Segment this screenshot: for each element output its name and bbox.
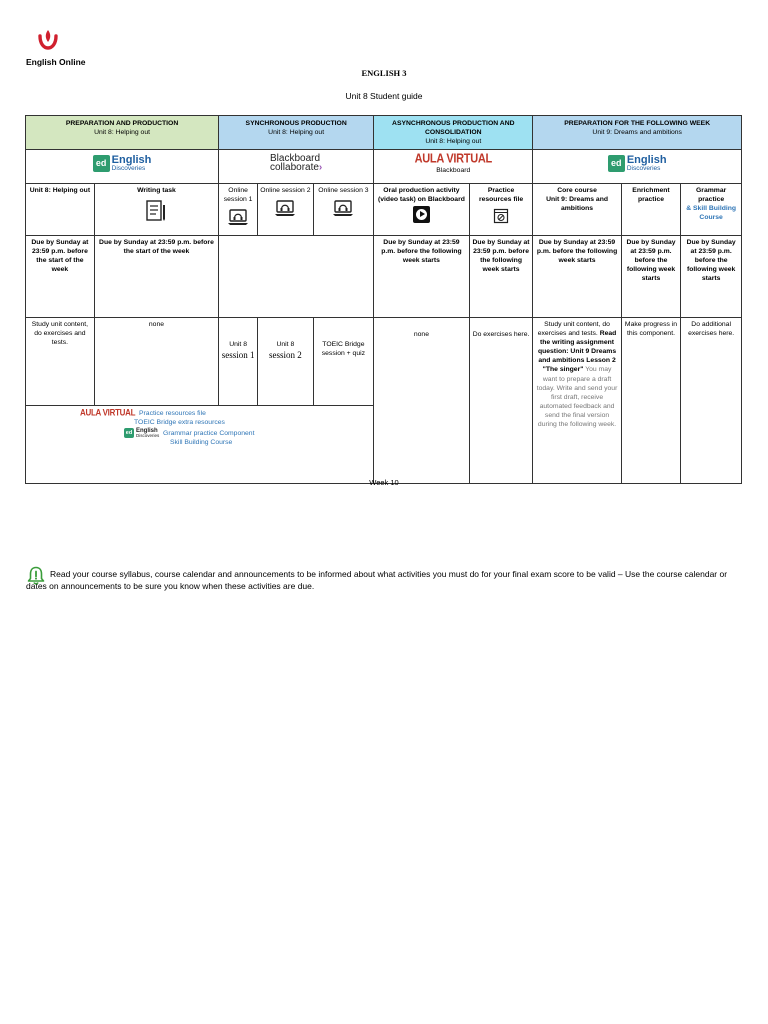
notice-text: Read your course syllabus, course calendar and announcements to be informed about what activities you must do for your final exam score to be valid – Use the course calendar or dates on announcements to be sure you know when these activities are due. <box>26 569 728 592</box>
section-title: SYNCHRONOUS PRODUCTION <box>245 120 347 127</box>
ed-tag: Discoveries <box>136 432 160 438</box>
laptop-headset-icon <box>227 208 249 226</box>
online-session-label: Online session 1 <box>223 186 253 203</box>
practice-resources-link[interactable]: Practice resources file <box>139 409 206 417</box>
section-unit: Unit 8: Helping out <box>268 129 325 137</box>
ed-name: English <box>136 427 158 434</box>
detail-session-3: TOEIC Bridge session + quiz <box>313 317 374 405</box>
activity-oral-production <box>374 183 470 235</box>
aula-virtual-logo[interactable] <box>374 149 533 183</box>
upc-logo-icon <box>36 28 60 50</box>
due-date-cell: Due by Sunday at 23:59 p.m. before the start of the week <box>94 235 218 317</box>
ed-logo-icon: ed <box>608 155 625 172</box>
activity-online-session-2 <box>258 183 313 235</box>
bb-line2: collaborate › <box>270 163 322 173</box>
bb-line1: Blackboard <box>270 152 321 164</box>
detail-enrichment: Make progress in this component. <box>621 317 681 483</box>
section-unit: Unit 8: Helping out <box>94 129 150 137</box>
session-name: session 1 <box>221 349 255 360</box>
week-label: Week 10 <box>369 478 399 487</box>
section-header-synchronous <box>219 116 374 150</box>
laptop-headset-icon <box>332 199 354 217</box>
details-row <box>26 317 742 405</box>
session-name: session 2 <box>268 349 302 360</box>
session-unit: Unit 8 <box>229 340 247 348</box>
ed-name: English <box>626 153 667 166</box>
due-date-cell: Due by Sunday at 23:59 p.m. before the following week starts <box>469 235 533 317</box>
platform-logo-row <box>26 149 742 183</box>
bell-alert-icon <box>26 566 46 586</box>
activity-row <box>26 183 742 235</box>
page-subtitle: Unit 8 Student guide <box>345 91 423 101</box>
activity-practice-file <box>469 183 533 235</box>
detail-session-1 <box>219 317 258 405</box>
due-date-empty <box>219 235 374 317</box>
detail-oral-none: none <box>374 317 470 483</box>
section-header-asynchronous <box>374 116 533 150</box>
detail-writing-none: none <box>94 317 218 405</box>
core-draft-note: You may want to prepare a draft today. Write and send your first draft, receive automated feedback and send the final version during the following week. <box>536 366 618 429</box>
ed-logo-icon: ed <box>93 155 110 172</box>
skill-building-link[interactable]: & Skill Building Course <box>686 204 737 222</box>
due-date-row <box>26 235 742 317</box>
grammar-label: Grammar practice <box>696 186 727 203</box>
brand-name: English Online <box>26 57 86 67</box>
session-unit: Unit 8 <box>276 340 295 348</box>
core-course-label: Core course <box>557 186 597 194</box>
brand-logo <box>26 28 96 72</box>
page-title: ENGLISH 3 <box>361 68 407 78</box>
detail-study-unit: Study unit content, do exercises and tests. <box>26 317 95 405</box>
activity-core-course <box>533 183 621 235</box>
english-discoveries-logo[interactable] <box>26 149 219 183</box>
section-unit: Unit 9: Dreams and ambitions <box>592 129 682 137</box>
ed-tag: Discoveries <box>111 164 146 172</box>
english-discoveries-logo-2[interactable] <box>533 149 742 183</box>
section-header-row <box>26 116 742 150</box>
section-header-following-week <box>533 116 742 150</box>
section-header-preparation <box>26 116 219 150</box>
section-title: PREPARATION AND PRODUCTION <box>65 120 179 127</box>
activity-writing <box>94 183 218 235</box>
student-guide-table <box>25 115 742 484</box>
skill-building-course-link[interactable]: Skill Building Course <box>170 439 233 447</box>
activity-online-session-3 <box>313 183 374 235</box>
activity-grammar <box>681 183 742 235</box>
aula-virtual-wordmark: AULA VIRTUAL <box>414 151 492 166</box>
detail-practice: Do exercises here. <box>469 317 533 483</box>
detail-core-course <box>533 317 621 483</box>
activity-online-session-1 <box>219 183 258 235</box>
blackboard-collaborate-logo[interactable] <box>219 149 374 183</box>
writing-task-label: Writing task <box>137 186 176 194</box>
detail-session-2 <box>258 317 313 405</box>
online-session-label: Online session 2 <box>260 186 311 194</box>
due-date-cell: Due by Sunday at 23:59 p.m. before the following week starts <box>681 235 742 317</box>
section-title: PREPARATION FOR THE FOLLOWING WEEK <box>564 120 711 127</box>
core-course-unit: Unit 9: Dreams and ambitions <box>546 195 609 212</box>
section-title: ASYNCHRONOUS PRODUCTION AND CONSOLIDATION <box>392 120 515 137</box>
ed-tag: Discoveries <box>626 164 661 172</box>
video-play-icon[interactable] <box>413 206 430 223</box>
section-unit: Unit 8: Helping out <box>425 138 482 146</box>
online-session-label: Online session 3 <box>318 186 369 194</box>
toeic-resources-link[interactable]: TOEIC Bridge extra resources <box>134 419 225 427</box>
aula-virtual-wordmark: AULA VIRTUAL <box>80 406 136 418</box>
aula-sub: Blackboard <box>436 167 471 175</box>
due-date-cell: Due by Sunday at 23:59 p.m. before the following week starts <box>621 235 681 317</box>
resources-cell <box>26 405 374 483</box>
activity-unit8: Unit 8: Helping out <box>26 183 95 235</box>
ed-name: English <box>111 153 152 166</box>
due-date-cell: Due by Sunday at 23:59 p.m. before the following week starts <box>374 235 470 317</box>
activity-enrichment: Enrichment practice <box>621 183 681 235</box>
due-date-cell: Due by Sunday at 23:59 p.m. before the start of the week <box>26 235 95 317</box>
practice-file-icon[interactable] <box>493 208 509 224</box>
practice-file-label: Practice resources file <box>478 186 524 203</box>
core-writing-question: Read the writing assignment question: Unit 9 Dreams and ambitions Lesson 2 "The singer" <box>537 329 617 374</box>
ed-logo-icon: ed <box>125 429 133 436</box>
core-study-text: Study unit content, do exercises and tests. <box>537 320 610 337</box>
grammar-component-link[interactable]: Grammar practice Component <box>163 429 255 437</box>
oral-activity-label: Oral production activity (video task) on Blackboard <box>378 186 465 203</box>
writing-document-icon <box>145 199 167 223</box>
laptop-headset-icon <box>274 199 296 217</box>
announcement-notice <box>26 568 746 593</box>
detail-grammar: Do additional exercises here. <box>681 317 742 483</box>
due-date-cell: Due by Sunday at 23:59 p.m. before the following week starts <box>533 235 621 317</box>
